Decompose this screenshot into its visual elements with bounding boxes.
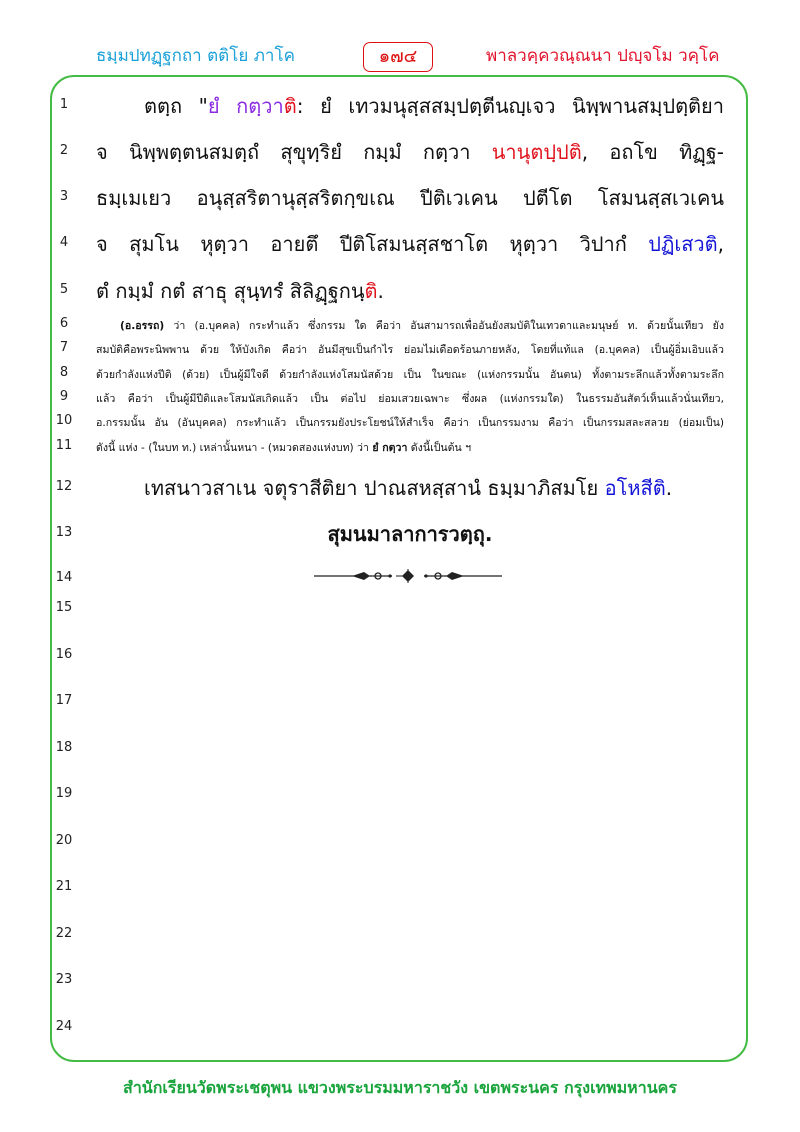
pali-text: ตํ กมฺมํ กตํ สาธุ สุนฺทรํ สิลิฏฺฐกนฺ xyxy=(96,279,365,303)
line-number: 18 xyxy=(55,740,73,755)
pali-text: เทสนาวสาเน จตุราสีติยา ปาณสหสฺสานํ ธมฺมาภิสมโย xyxy=(144,476,605,500)
line-number: 3 xyxy=(59,189,69,204)
translation-keyword: ยํ กตฺวา xyxy=(372,442,408,454)
translation-line-11 xyxy=(96,439,724,456)
line-number: 14 xyxy=(55,570,73,585)
pali-text: จ นิพฺพตฺตนสมตฺถํ สุขุทฺริยํ กมฺมํ กตฺวา xyxy=(96,140,492,164)
translation-line-7: สมบัติคือพระนิพพาน ด้วย ให้บังเกิด คือว่า อันมีสุขเป็นกำไร ย่อมไม่เดือดร้อนภายหลัง, โดยที่แท้แล (อ.บุคคล) เป็นผู้อิ่มเอิบแล้ว xyxy=(96,344,724,356)
pali-line-12 xyxy=(96,472,724,504)
keyword: กตฺวา xyxy=(219,94,284,118)
pali-line-1 xyxy=(96,90,724,122)
line-number: 12 xyxy=(55,479,73,494)
line-number: 21 xyxy=(55,879,73,894)
translation-label: (อ.อรรถ) xyxy=(120,320,165,332)
pali-text: . xyxy=(377,279,384,303)
translation-line-8: ด้วยกำลังแห่งปีติ (ด้วย) เป็นผู้มีใจดี ด้วยกำลังแห่งโสมนัสด้วย เป็น ในขณะ (แห่งกรรมนั้น อันตน) ทั้งตามระลึกแล้วทั้งตามระลึก xyxy=(96,369,724,381)
line-number: 8 xyxy=(59,365,69,380)
story-title: สุมนมาลาการวตฺถุ. xyxy=(327,522,493,546)
pali-text: : ยํ เทวมนุสฺสสมฺปตฺตีนญฺเจว นิพฺพานสมฺปตฺติยา xyxy=(296,94,724,118)
pali-text: . xyxy=(665,476,673,500)
keyword-suffix: ติ xyxy=(364,279,378,303)
translation-text: ดังนี้เป็นต้น ฯ xyxy=(407,442,472,454)
line-number: 17 xyxy=(55,693,73,708)
line-number: 4 xyxy=(59,235,69,250)
header-chapter-title: พาลวคฺควณฺณนา ปญฺจโม วคฺโค xyxy=(486,46,720,66)
translation-text: ว่า (อ.บุคคล) กระทำแล้ว ซึ่งกรรม ใด คือว่า อันสามารถเพื่ออันยังสมบัติในเทวดาและมนุษย์ ท. ด้วยนั้นเทียว ยัง xyxy=(164,320,724,332)
keyword: นานุตปฺปติ xyxy=(491,140,582,164)
keyword: อโหสีติ xyxy=(604,476,666,500)
keyword-suffix: ติ xyxy=(283,94,297,118)
line-number: 20 xyxy=(55,833,73,848)
header-book-title: ธมฺมปทฏฺฐกถา ตติโย ภาโค xyxy=(96,46,295,66)
line-number: 13 xyxy=(55,525,73,540)
ornament-divider-icon xyxy=(312,566,504,586)
pali-text: , อถโข ทิฏฺฐ- xyxy=(581,140,724,164)
line-number: 11 xyxy=(55,438,73,453)
line-number: 24 xyxy=(55,1019,73,1034)
line-number: 19 xyxy=(55,786,73,801)
line-number: 9 xyxy=(59,389,69,404)
pali-text: ตตฺถ " xyxy=(144,94,208,118)
translation-line-6 xyxy=(96,317,724,334)
line-number: 1 xyxy=(59,97,69,112)
footer-institution: สำนักเรียนวัดพระเชตุพน แขวงพระบรมมหาราชวัง เขตพระนคร กรุงเทพมหานคร xyxy=(123,1078,677,1097)
keyword: ยํ xyxy=(207,94,220,118)
line-number: 22 xyxy=(55,926,73,941)
line-number: 16 xyxy=(55,647,73,662)
pali-line-3: ธมฺเมเยว อนุสฺสริตานุสฺสริตกฺขเณ ปีติเวเคน ปตีโต โสมนสฺสเวเคน xyxy=(96,186,724,210)
pali-line-4 xyxy=(96,228,724,260)
translation-text: ดังนี้ แห่ง - (ในบท ท.) เหล่านั้นหนา - (หมวดสองแห่งบท) ว่า xyxy=(96,442,373,454)
line-number: 2 xyxy=(59,143,69,158)
pali-text: จ สุมโน หุตฺวา อายตึ ปีติโสมนสฺสชาโต หุตฺวา วิปากํ xyxy=(96,232,649,256)
translation-line-10: อ.กรรมนั้น อัน (อันบุคคล) กระทำแล้ว เป็นกรรมยังประโยชน์ให้สำเร็จ คือว่า เป็นกรรมงาม คือว่า เป็นกรรมสละสลวย (ย่อมเป็น) xyxy=(96,417,724,429)
pali-line-2 xyxy=(96,136,724,168)
translation-line-9: แล้ว คือว่า เป็นผู้มีปีติและโสมนัสเกิดแล้ว เป็น ต่อไป ย่อมเสวยเฉพาะ ซึ่งผล (แห่งกรรมใด) ในธรรมอันสัตว์เห็นแล้วนั่นเทียว, xyxy=(96,393,724,405)
line-number: 6 xyxy=(59,316,69,331)
line-number: 15 xyxy=(55,600,73,615)
line-number: 10 xyxy=(55,413,73,428)
pali-line-5 xyxy=(96,275,724,307)
keyword: ปฏิเสวติ xyxy=(648,232,718,256)
line-number: 23 xyxy=(55,972,73,987)
line-number: 7 xyxy=(59,340,69,355)
pali-text: , xyxy=(717,232,724,256)
line-number: 5 xyxy=(59,282,69,297)
page-number-badge: ๑๗๔ xyxy=(363,42,433,72)
